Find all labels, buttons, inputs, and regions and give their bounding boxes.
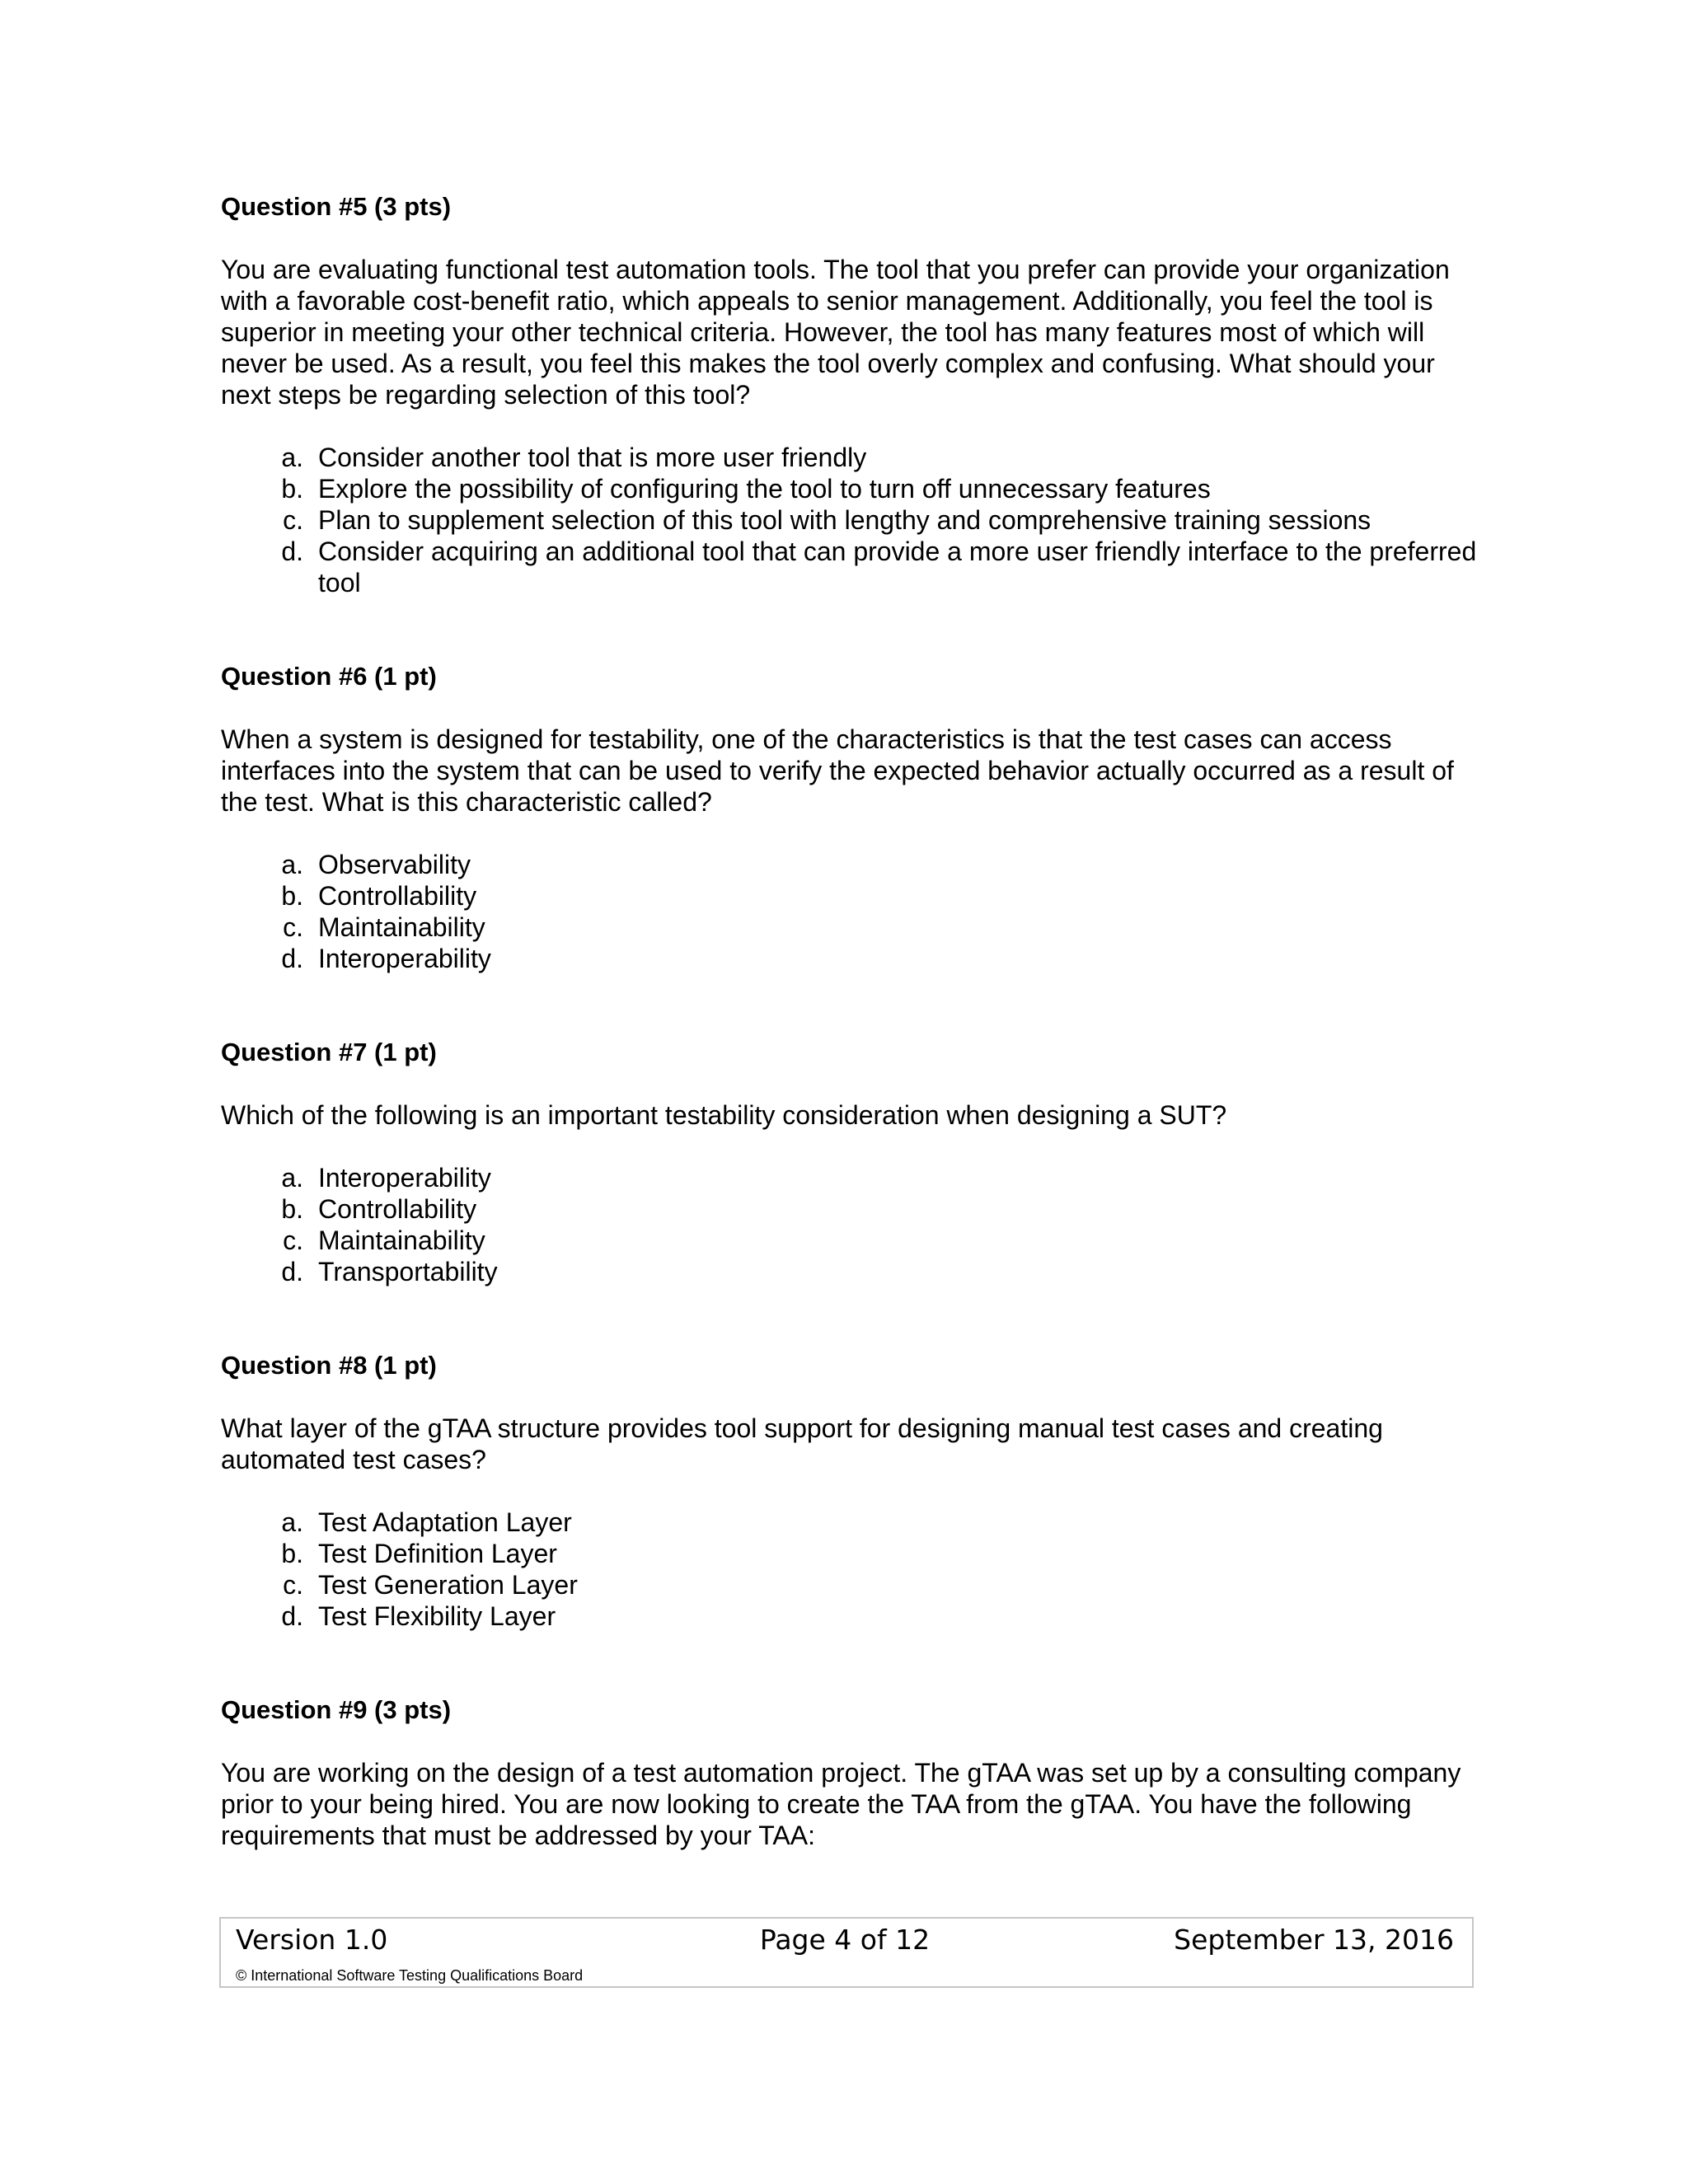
answer-option [221, 849, 1490, 880]
option-letter: c. [283, 912, 303, 942]
answer-option [221, 504, 1490, 536]
option-letter: b. [281, 474, 303, 504]
answer-option [221, 880, 1490, 912]
option-text: Interoperability [318, 1163, 491, 1193]
option-letter: a. [281, 1163, 303, 1193]
answer-option [221, 473, 1490, 504]
question-7 [221, 1037, 1490, 1287]
option-text: Test Adaptation Layer [318, 1507, 572, 1537]
question-9 [221, 1694, 1490, 1851]
question-title: Question #8 (1 pt) [221, 1351, 437, 1380]
question-text: What layer of the gTAA structure provides tool support for designing manual test cases and creating automated test cases? [221, 1413, 1383, 1474]
option-letter: b. [281, 1539, 303, 1568]
question-6 [221, 661, 1490, 974]
option-letter: b. [281, 881, 303, 911]
answer-option [221, 1193, 1490, 1225]
option-letter: d. [281, 537, 303, 566]
option-text: Observability [318, 850, 471, 879]
answer-option [221, 943, 1490, 974]
option-text: Interoperability [318, 944, 491, 973]
option-text: Consider another tool that is more user friendly [318, 443, 867, 472]
answer-option [221, 1162, 1490, 1193]
spacer [221, 598, 1490, 661]
option-text: Plan to supplement selection of this tool with lengthy and comprehensive training sessions [318, 505, 1372, 535]
footer-page-number: Page 4 of 12 [759, 1924, 931, 1956]
footer-row [236, 1924, 1454, 1957]
answer-options [221, 1162, 1490, 1287]
option-text: Controllability [318, 1194, 477, 1224]
question-title: Question #6 (1 pt) [221, 662, 437, 691]
question-5 [221, 191, 1490, 598]
answer-options [221, 849, 1490, 974]
option-letter: b. [281, 1194, 303, 1224]
question-8 [221, 1350, 1490, 1632]
answer-option [221, 1601, 1490, 1632]
question-title: Question #7 (1 pt) [221, 1038, 437, 1066]
footer-date: September 13, 2016 [1174, 1924, 1454, 1956]
answer-options [221, 442, 1490, 598]
option-text: Maintainability [318, 912, 485, 942]
answer-option [221, 1256, 1490, 1287]
option-letter: a. [281, 850, 303, 879]
option-letter: c. [283, 1226, 303, 1255]
answer-option [221, 1569, 1490, 1601]
answer-option [221, 912, 1490, 943]
answer-options [221, 1507, 1490, 1632]
option-text: Transportability [318, 1257, 498, 1286]
footer-copyright: © International Software Testing Qualifications Board [236, 1967, 584, 1984]
question-text: You are evaluating functional test automation tools. The tool that you prefer can provide your organization with a favorable cost-benefit ratio, which appeals to senior management. Additionally, you feel the tool is superior in meeting your other technical criteria. However, the tool has many features most of which will never be used. As a result, you feel this makes the tool overly complex and confusing. What should your next steps be regarding selection of this tool? [221, 255, 1450, 410]
answer-option [221, 442, 1490, 473]
option-text: Test Flexibility Layer [318, 1601, 556, 1631]
answer-option [221, 536, 1490, 598]
spacer [221, 1287, 1490, 1350]
spacer [221, 1632, 1490, 1694]
page-footer [219, 1917, 1474, 1988]
footer-version: Version 1.0 [236, 1924, 388, 1956]
option-letter: d. [281, 944, 303, 973]
question-text: Which of the following is an important testability consideration when designing a SUT? [221, 1100, 1227, 1130]
question-text: You are working on the design of a test automation project. The gTAA was set up by a consulting company prior to your being hired. You are now looking to create the TAA from the gTAA. You have the following requirements that must be addressed by your TAA: [221, 1758, 1461, 1850]
option-text: Test Definition Layer [318, 1539, 557, 1568]
option-letter: a. [281, 443, 303, 472]
spacer [221, 974, 1490, 1037]
answer-option [221, 1225, 1490, 1256]
option-letter: c. [283, 1570, 303, 1600]
question-title: Question #5 (3 pts) [221, 192, 452, 221]
option-letter: d. [281, 1257, 303, 1286]
option-text: Maintainability [318, 1226, 485, 1255]
option-text: Explore the possibility of configuring the tool to turn off unnecessary features [318, 474, 1211, 504]
option-letter: a. [281, 1507, 303, 1537]
option-letter: c. [283, 505, 303, 535]
option-letter: d. [281, 1601, 303, 1631]
option-text: Consider acquiring an additional tool that can provide a more user friendly interface to the preferred tool [318, 537, 1477, 598]
document-body [221, 191, 1490, 1851]
option-text: Controllability [318, 881, 477, 911]
option-text: Test Generation Layer [318, 1570, 578, 1600]
question-title: Question #9 (3 pts) [221, 1695, 452, 1724]
question-text: When a system is designed for testability, one of the characteristics is that the test cases can access interfaces into the system that can be used to verify the expected behavior actually occurred as a result of the test. What is this characteristic called? [221, 724, 1454, 817]
answer-option [221, 1507, 1490, 1538]
answer-option [221, 1538, 1490, 1569]
